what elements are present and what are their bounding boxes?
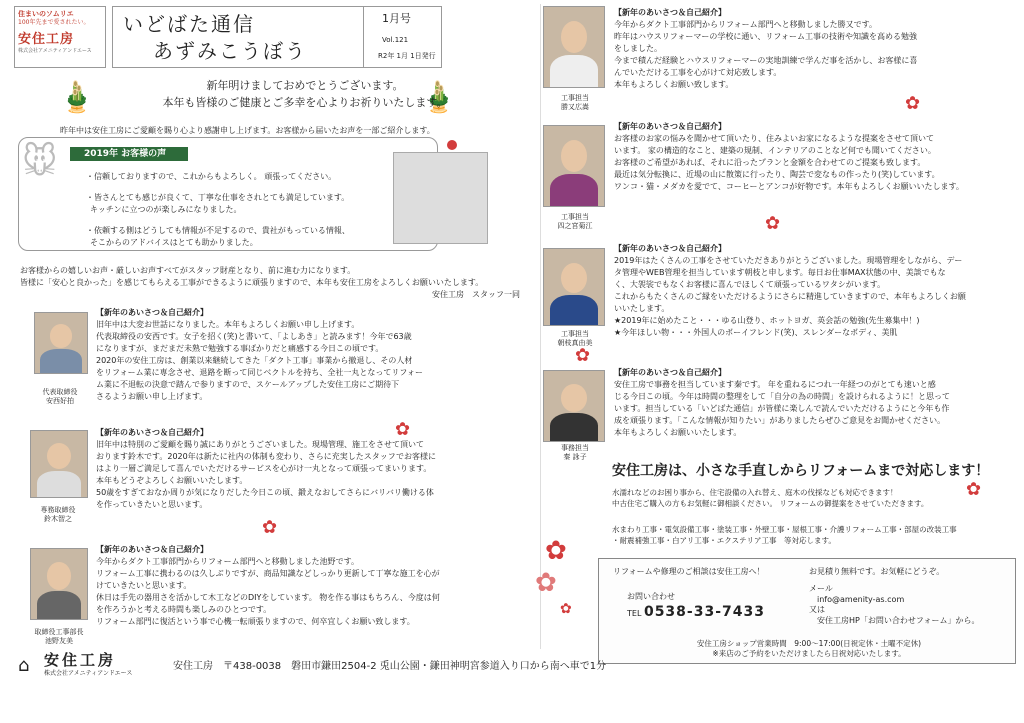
- closing-line: お客様からの嬉しいお声・厳しいお声すべてがスタッフ財産となり、前に進む力になります。: [20, 266, 356, 275]
- body-line: 代表取締役の安西です。女子を招く(笑)と書いて、「よしあき」と読みます！今年で63歳: [96, 331, 412, 341]
- body-line: ★2019年に始めたこと・・・ゆる山登り、ホットヨガ、英会話の勉強(先生募集中！): [614, 315, 920, 325]
- footer-company: 株式会社アメニティアンドエース: [44, 670, 133, 678]
- body-line: これからもたくさんのご縁をいただけるようにさらに精進していきますので、本年もよろしくお願: [614, 291, 966, 301]
- staff-photo: [34, 312, 88, 374]
- body-line: リフォーム部門に復活という事で心機一転頑張りますので、何卒宜しくお願い致します。: [96, 616, 415, 626]
- body-line: はより一層ご満足して喜んでいただけるサービスを心がけ一丸となって頑張ってまいります。: [96, 463, 432, 473]
- body-line: おります鈴木です。2020年は新たに社内の体制も変わり、さらに充実したスタッフでお客様に: [96, 451, 436, 461]
- body-line: 最近は気分転換に、近場の山に散策に行ったり、陶芸で変なもの作ったり(笑)しています。: [614, 169, 940, 179]
- newsletter-subtitle: あずみこうぼう: [153, 39, 307, 63]
- body-line: 2019年はたくさんの工事をさせていただきありがとうございました。現場管理をしながら、デー: [614, 255, 963, 265]
- section-heading: 【新年のあいさつ＆自己紹介】: [96, 428, 208, 437]
- body-line: ★今年ほしい物・・・外国人のボーイフレンド(笑)、スレンダーなボディ、美肌: [614, 327, 898, 337]
- staff-caption: [540, 94, 610, 112]
- plum-flower-icon: ✿: [560, 601, 572, 617]
- closing-message: [20, 265, 540, 301]
- new-year-greeting: [160, 78, 450, 111]
- customer-voices-title: 2019年 お客様の声: [70, 147, 188, 161]
- staff-caption: [540, 444, 610, 462]
- staff-role: 工事担当: [561, 330, 589, 338]
- body-line: 今年からダクト工事部門からリフォーム部門へと移動しました池野です。: [96, 556, 359, 566]
- services-line: ・耐震補強工事・白アリ工事・エクステリア工事 等対応します。: [612, 536, 836, 546]
- staff-photo: [30, 430, 88, 498]
- mail-label: メール: [809, 583, 833, 593]
- hours-line: 安住工房ショップ営業時間 9:00～17:00(日祝定休・土曜不定休): [696, 639, 922, 648]
- section-body: [96, 439, 546, 511]
- services-line: 水まわり工事・電気設備工事・塗装工事・外壁工事・屋根工事・介護リフォーム工事・部屋の改装工事: [612, 525, 957, 534]
- section-heading: 【新年のあいさつ＆自己紹介】: [614, 368, 726, 377]
- body-line: く、大袈裟でもなくお客様に喜んでほしくて頑張っているワタシがいます。: [614, 279, 886, 289]
- issue-date: R2年 1月 1日発行: [378, 52, 436, 60]
- tel-label: TEL: [627, 608, 642, 618]
- staff-photo: [543, 370, 605, 442]
- body-line: 昨年はハウスリフォーマーの学校に通い、リフォーム工事の技術や知識を高める勉強: [614, 31, 917, 41]
- volume-number: Vol.121: [382, 36, 409, 44]
- kadomatsu-icon: 🎍: [58, 80, 96, 115]
- body-line: 今年からダクト工事部門からリフォーム部門へと移動しました勝又です。: [614, 19, 877, 29]
- body-line: リフォーム工事に携わるのは久しぶりですが、商品知識などしっかり更新して丁寧な施工を心が: [96, 568, 440, 578]
- body-line: 今まで積んだ経験とハウスリフォーマーの実地訓練で学んだ事を活かし、お客様に喜: [614, 55, 918, 65]
- body-line: 本年もどうぞよろしくお願いいたします。: [96, 475, 248, 485]
- body-line: になりますが、まだまだ未熟で勉強する事ばかりだと痛感する今日この頃です。: [96, 343, 384, 353]
- body-line: 安住工房で事務を担当しています秦です。 年を重ねるにつれ一年経つのがとても速いと感: [614, 379, 936, 389]
- body-line: お客様のお家の悩みを聞かせて頂いたり、住みよいお家になるような提案をさせて頂いて: [614, 133, 934, 143]
- contact-form-link[interactable]: 安住工房HP「お問い合わせフォーム」から。: [817, 616, 980, 626]
- body-line: 旧年中は大変お世話になりました。本年もよろしくお願い申し上げます。: [96, 319, 360, 329]
- free-estimate: お見積り無料です。お気軽にどうぞ。: [809, 567, 945, 576]
- email-link[interactable]: info@amenity-as.com: [817, 594, 905, 604]
- staff-name: 秦 詠子: [563, 453, 587, 462]
- plum-flower-icon: ✿: [966, 479, 982, 500]
- staff-photo: [30, 548, 88, 620]
- staff-section: [96, 308, 546, 403]
- plum-flower-icon: ✿: [545, 536, 567, 566]
- footer-brand: 安住工房: [44, 651, 117, 669]
- plum-flower-icon: ✿: [575, 345, 591, 366]
- services-list: [612, 524, 1012, 547]
- staff-caption: [540, 213, 610, 231]
- promo-line: 水濡れなどのお困り事から、住宅設備の入れ替え、庭木の伐採なども対応できます！: [612, 488, 898, 497]
- body-line: ム業に不退転の決意で踏んで参りますので、スケールアップした安住工房にご期待下: [96, 379, 400, 389]
- logo: [14, 6, 106, 68]
- greeting-line: 本年も皆様のご健康とご多幸を心よりお祈りいたします。: [162, 95, 448, 109]
- hours-note: ※来店のご予約をいただけましたら日祝対応いたします。: [712, 649, 906, 659]
- body-line: お客様のご希望があれば、それに沿ったプランと金額を合わせてのご提案も致します。: [614, 157, 926, 167]
- footer: [18, 650, 607, 680]
- body-line: さるようお願い申し上げます。: [96, 391, 208, 401]
- house-logo-icon: ⌂: [18, 655, 30, 676]
- logo-company: 株式会社アメニティアンドエース: [18, 48, 92, 55]
- staff-caption: [26, 506, 90, 524]
- section-body: [614, 19, 1014, 91]
- body-line: 成を頑張ります。「こんな情報が知りたい」がありましたらぜひご意見をお聞かせください。: [614, 415, 946, 425]
- staff-role: 専務取締役: [40, 506, 76, 514]
- plum-flower-icon: ✿: [905, 93, 921, 114]
- staff-photo: [543, 6, 605, 88]
- thanks-text: 昨年中は安住工房にご愛顧を賜り心より感謝申し上げます。お客様から届いたお声を一部ご紹介します。: [60, 126, 435, 135]
- staff-role: 取締役工事部長: [34, 628, 84, 636]
- staff-photo: [543, 125, 605, 207]
- staff-role: 工事担当: [561, 94, 589, 102]
- issue-month: 1月号: [382, 12, 411, 25]
- contact-lead: リフォームや修理のご相談は安住工房へ！: [613, 567, 765, 576]
- logo-brand: 安住工房: [18, 31, 75, 47]
- closing-signature: 安住工房 スタッフ一同: [432, 290, 520, 299]
- staff-caption: [28, 388, 92, 406]
- contact-box: [598, 558, 1016, 664]
- mouse-illustration-icon: 🐭: [22, 142, 58, 182]
- section-body: [96, 319, 546, 403]
- contact-left: [613, 567, 765, 621]
- closing-line: 皆様に「安心と良かった」を感じてもらえる工事ができるように頑張りますので、本年も安住工房をよろしくお願いいたします。: [20, 278, 484, 287]
- newsletter-title: いどばた通信: [123, 12, 255, 36]
- footer-address: 安住工房 〒438-0038 磐田市鎌田2504-2 兎山公園・鎌田神明宮参道入り口から南へ車で1分: [173, 661, 607, 672]
- logo-tagline: 住まいのソムリエ: [18, 10, 74, 18]
- body-line: 本年もよろしくお願いいたします。: [614, 427, 742, 437]
- voice-item: ・依頼する側はどうしても情報が不足するので、貴社がもっている情報、: [86, 226, 350, 235]
- section-heading: 【新年のあいさつ＆自己紹介】: [96, 545, 208, 554]
- body-line: を作ろうかと考える時間も楽しみのひとつです。: [96, 604, 272, 614]
- plum-flower-icon: ✿: [395, 419, 411, 440]
- staff-role: 工事担当: [561, 213, 589, 221]
- promo-slogan: 安住工房は、小さな手直しからリフォームまで対応します！: [612, 463, 990, 479]
- voice-item: ・皆さんとても感じが良くて、丁寧な仕事をされとても満足しています。: [86, 193, 350, 202]
- section-heading: 【新年のあいさつ＆自己紹介】: [614, 244, 726, 253]
- body-line: 50歳をすぎておなか周りが気になりだした今日この頃、鍛えなおしてさらにバリバリ働ける体: [96, 487, 434, 497]
- staff-role: 事務担当: [561, 444, 589, 452]
- staff-name: 朝枝真由美: [557, 339, 593, 348]
- body-line: います。担当している「いどばた通信」が皆様に楽しんで読んでいただけるようにと今年も作: [614, 403, 950, 413]
- promo-line: 中古住宅ご購入の方もお気軽に御相談ください。 リフォームの御提案をさせていただきます。: [612, 499, 929, 509]
- staff-name: 勝又広嵩: [561, 103, 589, 112]
- voice-item: ・信頼しておりますので、これからもよろしく。 頑張ってください。: [86, 172, 337, 181]
- voice-item: そこからのアドバイスはとても助かりました。: [90, 238, 258, 247]
- body-line: いいたします。: [614, 303, 670, 313]
- staff-section: [96, 545, 546, 628]
- greeting-line: 新年明けましておめでとうございます。: [206, 79, 404, 92]
- body-line: ワンコ・猫・メダカを愛でて、コーヒーとアンコが好物です。本年もよろしくお願いいたします。: [614, 181, 964, 191]
- body-line: います。 家の構造的なこと、建築の規制、インテリアのことなど何でも聞いてください。: [614, 145, 936, 155]
- body-line: んでいただける工事を心がけて対応致します。: [614, 67, 782, 77]
- survey-sheets-photo: [393, 152, 488, 244]
- staff-name: 鈴木智之: [44, 515, 72, 524]
- section-heading: 【新年のあいさつ＆自己紹介】: [96, 308, 208, 317]
- title-divider: [363, 7, 364, 67]
- body-line: 本年もよろしくお願い致します。: [614, 79, 734, 89]
- staff-caption: [24, 628, 94, 646]
- plum-flower-icon: ✿: [535, 568, 557, 598]
- section-body: [614, 133, 1014, 193]
- staff-section: [96, 428, 546, 511]
- plum-flower-icon: ✿: [262, 517, 278, 538]
- contact-right: [809, 567, 979, 627]
- pin-icon: [447, 140, 457, 150]
- section-heading: 【新年のあいさつ＆自己紹介】: [614, 8, 726, 17]
- promo-subtext: [612, 487, 1012, 510]
- body-line: タ管理やWEB管理を担当しています朝枝と申します。毎日お仕事MAX状態の中、美談でもな: [614, 267, 946, 277]
- section-heading: 【新年のあいさつ＆自己紹介】: [614, 122, 726, 131]
- staff-section: [614, 122, 1014, 193]
- logo-subtagline: 100年先まで愛されたい。: [18, 19, 90, 27]
- section-body: [614, 379, 1014, 439]
- business-hours: [639, 639, 979, 659]
- staff-name: 四之宮菊江: [557, 222, 593, 231]
- or-label: 又は: [809, 605, 825, 615]
- body-line: けていきたいと思います。: [96, 580, 192, 590]
- body-line: じる今日この頃。今年は時間の整理をして「自分の為の時間」を設けられるように！と思って: [614, 391, 950, 401]
- staff-name: 安西好拍: [46, 397, 74, 406]
- section-body: [96, 556, 546, 628]
- contact-ask: お問い合わせ: [627, 591, 675, 601]
- staff-role: 代表取締役: [42, 388, 78, 396]
- phone-number[interactable]: 0538-33-7433: [643, 603, 765, 620]
- kadomatsu-icon: 🎍: [420, 80, 458, 115]
- staff-section: [614, 244, 1014, 339]
- plum-flower-icon: ✿: [765, 213, 781, 234]
- section-body: [614, 255, 1014, 339]
- body-line: 旧年中は特別のご愛顧を賜り誠にありがとうございました。現場管理、施工をさせて頂いて: [96, 439, 424, 449]
- staff-section: [614, 368, 1014, 439]
- voice-item: キッチンに立つのが楽しみになりました。: [90, 205, 242, 214]
- staff-photo: [543, 248, 605, 326]
- body-line: 休日は手先の器用さを活かして木工などのDIYをしています。 物を作る事はもちろん、今度は何: [96, 592, 440, 602]
- staff-section: [614, 8, 1014, 91]
- body-line: をリフォーム業に専念させ、退路を断って同じベクトルを持ち、全社一丸となってリフォー: [96, 367, 423, 377]
- staff-name: 池野友美: [45, 637, 73, 646]
- body-line: をしました。: [614, 43, 662, 53]
- body-line: 2020年の安住工房は、創業以来継続してきた「ダクト工事」事業から撤退し、その人材: [96, 355, 413, 365]
- body-line: を作っていきたいと思います。: [96, 499, 208, 509]
